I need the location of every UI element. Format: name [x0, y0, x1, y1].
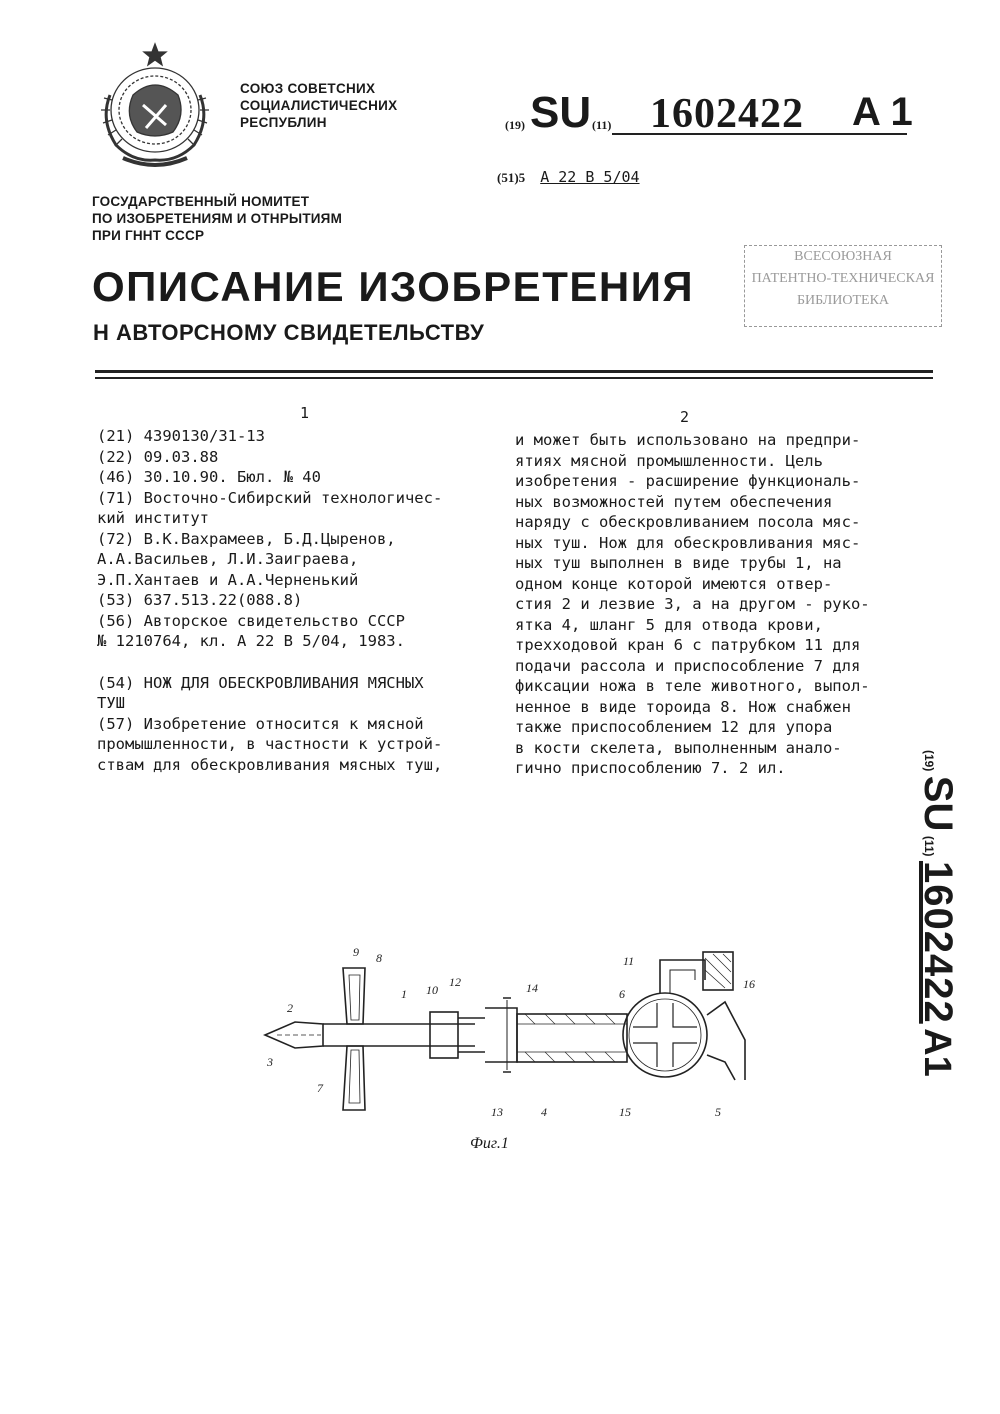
- hose: [707, 1002, 745, 1080]
- side-kind: A1: [916, 1028, 958, 1077]
- stamp-line: ПАТЕНТНО-ТЕХНИЧЕСКАЯ: [751, 271, 935, 286]
- abstract-continued: [515, 430, 895, 779]
- figure-label: 14: [526, 981, 538, 995]
- abstract-line: в кости скелета, выполненным анало-: [515, 738, 842, 757]
- side-code-19: (19): [922, 750, 936, 772]
- abstract-line: одном конце которой имеются отвер-: [515, 574, 833, 593]
- abstract-line: ствам для обескровливания мясных туш,: [97, 755, 443, 774]
- committee-line: ПО ИЗОБРЕТЕНИЯМ И ОТНРЫТИЯМ: [92, 211, 343, 226]
- figure-label: 6: [619, 987, 625, 1001]
- biblio-line: А.А.Васильев, Л.И.Заиграева,: [97, 550, 359, 568]
- patent-number: 1602422: [650, 91, 804, 137]
- abstract-line: изобретения - расширение функциональ-: [515, 472, 861, 490]
- abstract-line: (57) Изобретение относится к мясной: [97, 714, 424, 733]
- abstract-line: ТУШ: [97, 694, 125, 712]
- library-stamp: [744, 245, 942, 327]
- abstract-line: ных туш. Нож для обескровливания мяс-: [515, 533, 861, 552]
- union-line: РЕСПУБЛИН: [240, 115, 327, 130]
- committee-line: ПРИ ГННТ СССР: [92, 228, 205, 243]
- abstract-line: наряду с обескровливанием посола мяс-: [515, 513, 861, 531]
- figure-label: 8: [376, 951, 382, 965]
- figure-caption: Фиг.1: [470, 1135, 509, 1152]
- collar: [430, 1012, 458, 1058]
- figure-label: 12: [449, 975, 461, 989]
- side-code-11: (11): [922, 835, 936, 857]
- classif-code: (51)5: [497, 170, 526, 185]
- biblio-line: Э.П.Хантаев и А.А.Черненький: [97, 570, 359, 589]
- figure-label: 13: [491, 1105, 503, 1119]
- committee-line: ГОСУДАРСТВЕННЫЙ НОМИТЕТ: [92, 194, 310, 209]
- toroid-upper: [343, 968, 365, 1024]
- abstract-line: стия 2 и лезвие 3, а на другом - руко-: [515, 595, 870, 613]
- committee: [92, 193, 342, 244]
- biblio-line: (22) 09.03.88: [97, 447, 219, 466]
- knife-drawing: [255, 940, 785, 1140]
- biblio-line: (72) В.К.Вахрамеев, Б.Д.Цыренов,: [97, 529, 396, 548]
- union-name: [240, 80, 397, 131]
- abstract-line: ных туш выполнен в виде трубы 1, на: [515, 554, 842, 572]
- figure-label: 7: [317, 1081, 323, 1095]
- header-rule: [95, 370, 933, 373]
- figure-label: 3: [267, 1055, 273, 1069]
- bracket: [485, 1008, 517, 1062]
- figure-label: 16: [743, 977, 755, 991]
- figure-label: 1: [401, 987, 407, 1001]
- figure-label: 9: [353, 945, 359, 959]
- bibliographic-data: [97, 426, 492, 775]
- pipe-11: [660, 960, 705, 993]
- header-rule: [95, 377, 933, 379]
- abstract-line: и может быть использовано на предпри-: [515, 431, 861, 449]
- code-11: (11): [592, 118, 612, 132]
- code-19: (19): [505, 118, 525, 132]
- abstract-line: ятиях мясной промышленности. Цель: [515, 451, 823, 470]
- side-number: 1602422: [916, 860, 960, 1024]
- country-code: SU: [530, 88, 592, 137]
- figure-label: 15: [619, 1105, 631, 1119]
- abstract-line: фиксации ножа в теле животного, выпол-: [515, 677, 870, 695]
- abstract-line: (54) НОЖ ДЛЯ ОБЕСКРОВЛИВАНИЯ МЯСНЫХ: [97, 673, 424, 692]
- biblio-line: № 1210764, кл. А 22 В 5/04, 1983.: [97, 632, 405, 650]
- ussr-emblem: [88, 40, 223, 175]
- biblio-line: (71) Восточно-Сибирский технологичес-: [97, 488, 443, 507]
- biblio-line: кий институт: [97, 509, 209, 527]
- biblio-line: (53) 637.513.22(088.8): [97, 591, 303, 609]
- abstract-line: трехходовой кран 6 с патрубком 11 для: [515, 636, 861, 654]
- stamp-line: БИБЛИОТЕКА: [796, 293, 890, 308]
- abstract-line: также приспособлением 12 для упора: [515, 718, 833, 736]
- classification: [497, 168, 700, 186]
- figure-label: 5: [715, 1105, 721, 1119]
- figure-label: 10: [426, 983, 438, 997]
- number-underline: [612, 133, 907, 135]
- abstract-line: промышленности, в частности к устрой-: [97, 735, 443, 753]
- union-line: СОЮЗ СОВЕТСНИХ: [240, 81, 376, 96]
- patent-kind: A 1: [852, 90, 913, 134]
- side-patent-number: [905, 745, 965, 1165]
- figure-label: 2: [287, 1001, 293, 1015]
- union-line: СОЦИАЛИСТИЧЕСНИХ: [240, 98, 398, 113]
- abstract-line: гично приспособлению 7. 2 ил.: [515, 759, 786, 777]
- abstract-line: ненное в виде тороида 8. Нож снабжен: [515, 697, 851, 716]
- biblio-line: (21) 4390130/31-13: [97, 427, 265, 445]
- stamp-line: ВСЕСОЮЗНАЯ: [794, 249, 892, 264]
- biblio-line: (46) 30.10.90. Бюл. № 40: [97, 468, 321, 486]
- figure-label: 4: [541, 1105, 547, 1119]
- doc-title: ОПИСАНИЕ ИЗОБРЕТЕНИЯ: [92, 263, 695, 310]
- side-country: SU: [916, 775, 960, 832]
- doc-subtitle: Н АВТОРСНОМУ СВИДЕТЕЛЬСТВУ: [93, 320, 485, 345]
- tube: [323, 1024, 475, 1046]
- abstract-line: подачи рассола и приспособление 7 для: [515, 656, 861, 675]
- abstract-line: ных возможностей путем обеспечения: [515, 492, 833, 511]
- figure-label: 11: [623, 954, 635, 968]
- classif-value: A 22 B 5/04: [540, 168, 640, 186]
- abstract-line: ятка 4, шланг 5 для отвода крови,: [515, 615, 823, 634]
- column-number: 1: [300, 404, 310, 422]
- biblio-line: (56) Авторское свидетельство СССР: [97, 611, 405, 630]
- toroid-lower: [343, 1046, 365, 1110]
- column-number: 2: [680, 408, 690, 426]
